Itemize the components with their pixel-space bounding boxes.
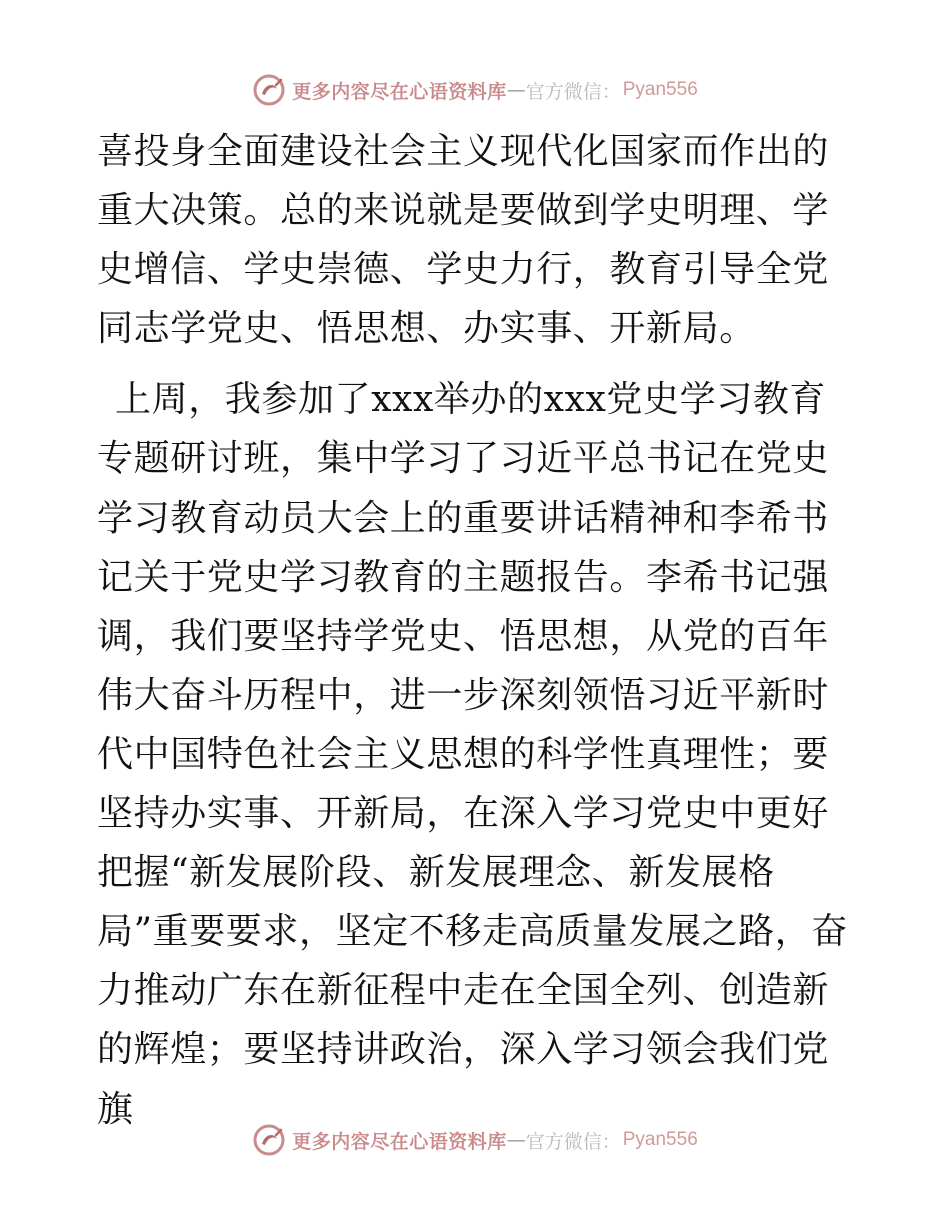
paragraph-2: 上周，我参加了xxx举办的xxx党史学习教育专题研讨班，集中学习了习近平总书记在党史学习教育动员大会上的重要讲话精神和李希书记关于党史学习教育的主题报告。李希书记强调，我们要坚持学党史、悟思想，从党的百年伟大奋斗历程中，进一步深刻领悟习近平新时代中国特色社会主义思想的科学性真理性；要坚持办实事、开新局，在深入学习党史中更好把握“新发展阶段、新发展理念、新发展格局”重要要求，坚定不移走高质量发展之路，奋力推动广东在新征程中走在全国全列、创造新的辉煌；要坚持讲政治，深入学习领会我们党旗 xyxy=(97,379,849,1130)
watermark-wechat-id: Pyan556 xyxy=(622,1129,698,1150)
watermark-dash: — xyxy=(506,1129,526,1151)
watermark-main-text: 更多内容尽在心语资料库 xyxy=(292,1130,507,1153)
paragraph-1: 喜投身全面建设社会主义现代化国家而作出的重大决策。总的来说就是要做到学史明理、学史增信、学史崇德、学史力行，教育引导全党同志学党史、悟思想、办实事、开新局。 xyxy=(97,131,830,350)
swirl-logo-icon xyxy=(252,1123,286,1157)
watermark-official-label: 官方微信： xyxy=(525,1130,621,1153)
watermark-main-text: 更多内容尽在心语资料库 xyxy=(292,80,507,103)
header-watermark xyxy=(0,70,950,110)
watermark-dash: — xyxy=(506,79,526,101)
watermark-wechat-id: Pyan556 xyxy=(622,79,698,100)
swirl-logo-icon xyxy=(252,73,286,107)
document-body xyxy=(97,122,857,1139)
watermark-official-label: 官方微信： xyxy=(525,80,621,103)
footer-watermark xyxy=(0,1120,950,1160)
